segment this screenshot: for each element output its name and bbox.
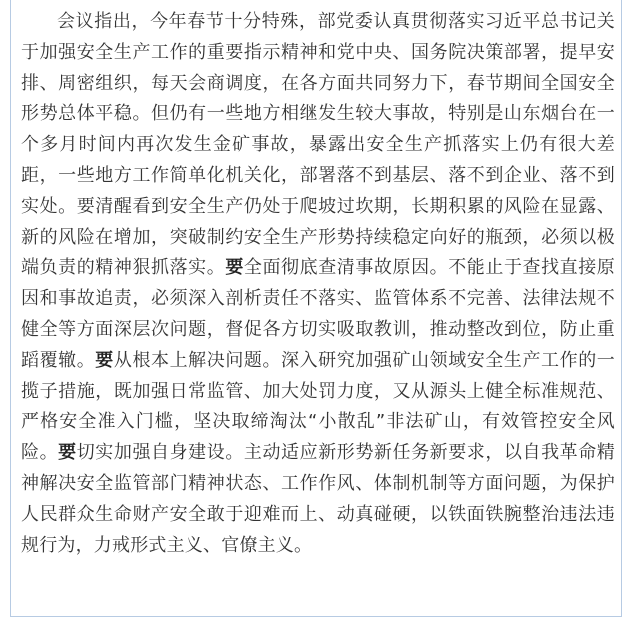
text-segment-intro: 会议指出，今年春节十分特殊，部党委认真贯彻落实习近平总书记关于加强安全生产工作的重要指示精神和党中央、国务院决策部署，提早安排、周密组织，每天会商调度，在各方面共同努力下，春节期间全国安全形势总体平稳。但仍有一些地方相继发生较大事故，特别是山东烟台在一个多月时间内再次发生金矿事故，暴露出安全生产抓落实上仍有很大差距，一些地方工作简单化机关化，部署落不到基层、落不到企业、落不到实处。要清醒看到安全生产仍处于爬坡过坎期，长期积累的风险在显露、新的风险在增加，突破制约安全生产形势持续稳定向好的瓶颈，必须以极端负责的精神狠抓落实。 [21,11,615,279]
emphasis-yao-1: 要 [225,257,244,279]
emphasis-yao-2: 要 [95,349,114,371]
text-segment-self-building: 切实加强自身建设。主动适应新形势新任务新要求，以自我革命精神解决安全监管部门精神状态、工作作风、体制机制等方面问题，为保护人民群众生命财产安全敢于迎难而上、动真碰硬，以铁面铁腕整治违法违规行为，力戒形式主义、官僚主义。 [21,442,616,556]
article-frame [10,0,622,617]
article-paragraph [21,7,615,561]
emphasis-yao-3: 要 [58,442,77,464]
text-segment-root-cause: 从根本上解决问题。深入研究加强矿山领域安全生产工作的一揽子措施，既加强日常监管、加大处罚力度，又从源头上健全标准规范、严格安全准入门槛，坚决取缔淘汰“小散乱”非法矿山，有效管控安全风险。 [21,349,615,464]
text-segment-accident-cause: 全面彻底查清事故原因。不能止于查找直接原因和事故追责，必须深入剖析责任不落实、监管体系不完善、法律法规不健全等方面深层次问题，督促各方切实吸取教训，推动整改到位，防止重蹈覆辙。 [21,257,616,371]
